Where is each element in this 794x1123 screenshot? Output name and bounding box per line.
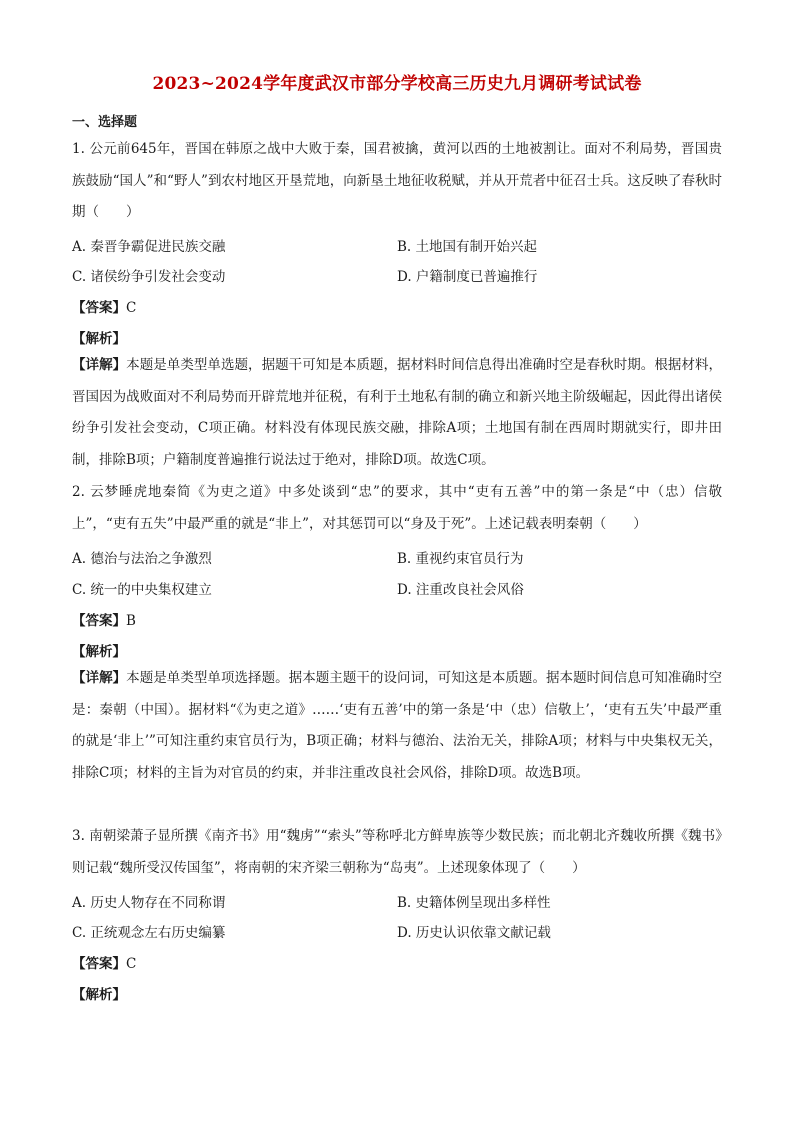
question-1-detail [72,350,722,476]
question-2-detail [72,663,722,789]
detail-text: 本题是单类型单选题，据题干可知是本质题，据材料时间信息得出准确时空是春秋时期。根据材料，晋国因为战败面对不利局势而开辟荒地并征税，有利于土地私有制的确立和新兴地主阶级崛起，因此得出诸侯纷争引发社会变动，C项正确。材料没有体现民族交融，排除A项；土地国有制在西周时期就实行，即井田制，排除B项；户籍制度普遍推行说法过于绝对，排除D项。故选C项。 [72,357,723,468]
question-2-option-b: B. 重视约束官员行为 [397,551,524,567]
page-title: 2023~2024学年度武汉市部分学校高三历史九月调研考试试卷 [152,74,642,94]
answer-label: 【答案】 [72,956,126,972]
question-1-option-a: A. 秦晋争霸促进民族交融 [72,239,226,255]
question-2-stem: 2. 云梦睡虎地秦简《为吏之道》中多处谈到“忠”的要求，其中“吏有五善”中的第一条是“中（忠）信敬上”，“吏有五失”中最严重的就是“非上”，对其惩罚可以“身及于死”。上述记载表明秦朝（ ） [72,484,722,532]
question-3-analysis-label [72,983,126,1003]
question-3-stem: 3. 南朝梁萧子显所撰《南齐书》用“魏虏”“索头”等称呼北方鲜卑族等少数民族；而北朝北齐魏收所撰《魏书》则记载“魏所受汉传国玺”，将南朝的宋齐梁三朝称为“岛夷”。上述现象体现了（ ） [72,828,722,876]
question-3-option-b: B. 史籍体例呈现出多样性 [397,895,551,911]
answer-label: 【答案】 [72,300,126,316]
question-1-option-b: B. 土地国有制开始兴起 [397,239,538,255]
question-1-answer [72,296,136,316]
detail-text: 本题是单类型单项选择题。据本题主题干的设问词，可知这是本质题。据本题时间信息可知准确时空是：秦朝（中国）。据材料“《为吏之道》……‘吏有五善’中的第一条是‘中（忠）信敬上’，‘吏有五失’中最严重的就是‘非上’”可知注重约束官员行为，B项正确；材料与德治、法治无关，排除A项；材料与中央集权无关，排除C项；材料的主旨为对官员的约束，并非注重改良社会风俗，排除D项。故选B项。 [72,670,723,781]
question-1-option-d: D. 户籍制度已普遍推行 [397,269,538,285]
question-2-option-a: A. 德治与法治之争激烈 [72,551,212,567]
question-1-option-c: C. 诸侯纷争引发社会变动 [72,269,226,285]
answer-value: B [126,613,136,629]
answer-value: C [126,956,137,972]
question-2-option-d: D. 注重改良社会风俗 [397,582,524,598]
detail-label: 【详解】 [72,357,127,373]
question-2-answer [72,609,136,629]
question-2-option-c: C. 统一的中央集权建立 [72,582,212,598]
question-3-answer [72,952,136,972]
analysis-label: 【解析】 [72,331,126,347]
analysis-label: 【解析】 [72,644,126,660]
answer-value: C [126,300,137,316]
question-1-stem: 1. 公元前645年，晋国在韩原之战中大败于秦，国君被擒，黄河以西的土地被割让。面对不利局势，晋国贵族鼓励“国人”和“野人”到农村地区开垦荒地，向新垦土地征收税赋，并从开荒者中征召士兵。这反映了春秋时期（ ） [72,141,722,220]
section-heading: 一、选择题 [72,115,138,130]
question-3-option-a: A. 历史人物存在不同称谓 [72,895,226,911]
question-3-option-d: D. 历史认识依靠文献记载 [397,925,551,941]
question-2-analysis-label [72,640,126,660]
analysis-label: 【解析】 [72,987,126,1003]
question-1-analysis-label [72,327,126,347]
answer-label: 【答案】 [72,613,126,629]
question-3-option-c: C. 正统观念左右历史编纂 [72,925,226,941]
detail-label: 【详解】 [72,670,127,686]
